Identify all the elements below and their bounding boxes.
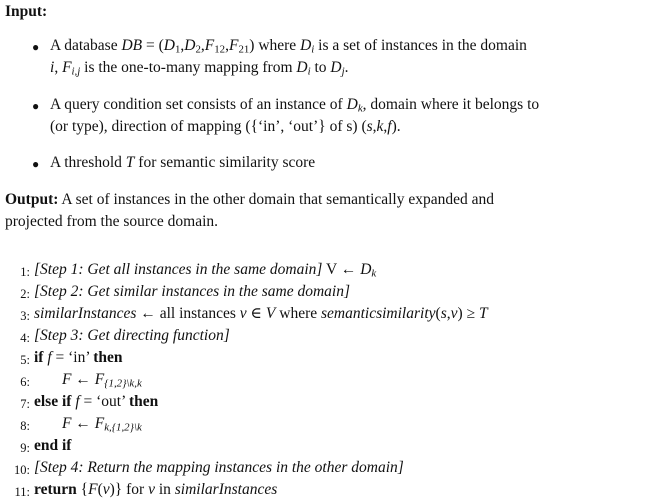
line-number: 8:	[20, 419, 30, 433]
line-number: 5:	[20, 353, 30, 367]
output-label: Output:	[5, 191, 59, 208]
algorithm-line: [Step 2: Get similar instances in the same domain]	[34, 283, 351, 300]
algorithm-line: F ← $F_{\{1,2\}\backslash k,k}$	[62, 371, 142, 390]
algorithm-line: [Step 3: Get directing function]	[34, 327, 230, 344]
line-number: 2:	[20, 287, 30, 301]
line-number: 3:	[20, 309, 30, 323]
bullet-2-line-1: A query condition set consists of an instance of $D_k$, domain where it belongs to	[50, 96, 540, 115]
algorithm-line: [Step 4: Return the mapping instances in the other domain]	[34, 459, 404, 476]
bullet-1-line-2: i, $F_{i,j}$ is the one-to-many mapping from $D_i$ to $D_j$.	[50, 59, 349, 78]
output-line-2: projected from the source domain.	[5, 213, 219, 230]
line-number: 10:	[14, 463, 30, 477]
bullet-icon: ●	[32, 99, 40, 113]
line-number: 11:	[14, 485, 30, 499]
bullet-icon: ●	[32, 157, 40, 171]
algorithm-line: else if f = ‘out’ then	[34, 393, 159, 410]
bullet-icon: ●	[32, 40, 40, 54]
algorithm-line: [Step 1: Get all instances in the same domain] V ← $D_k$	[34, 261, 377, 280]
algorithm-line: F ← $F_{k,\{1,2\}\backslash k}$	[62, 415, 142, 434]
line-number: 6:	[20, 375, 30, 389]
output-line-1: Output: A set of instances in the other domain that semantically expanded and	[5, 191, 495, 208]
line-number: 1:	[20, 265, 30, 279]
algorithm-line: if f = ‘in’ then	[34, 349, 123, 366]
algorithm-line: return {F(v)} for v in similarInstances	[34, 481, 278, 498]
bullet-1-line-1: A database DB = $(D_1,D_2,F_{12},F_{21})$ where $D_i$ is a set of instances in the domain	[50, 37, 527, 56]
line-number: 4:	[20, 331, 30, 345]
algorithm-line: similarInstances ← all instances v ∈ V where semanticsimilarity(s,v) ≥ T	[34, 305, 488, 322]
input-heading: Input:	[5, 3, 48, 20]
bullet-2-line-2: (or type), direction of mapping ({‘in’, ‘out’} of s) (s,k,f).	[50, 118, 401, 135]
bullet-3-line-1: A threshold T for semantic similarity score	[50, 154, 316, 171]
line-number: 9:	[20, 441, 30, 455]
line-number: 7:	[20, 397, 30, 411]
algorithm-line: end if	[34, 437, 72, 454]
